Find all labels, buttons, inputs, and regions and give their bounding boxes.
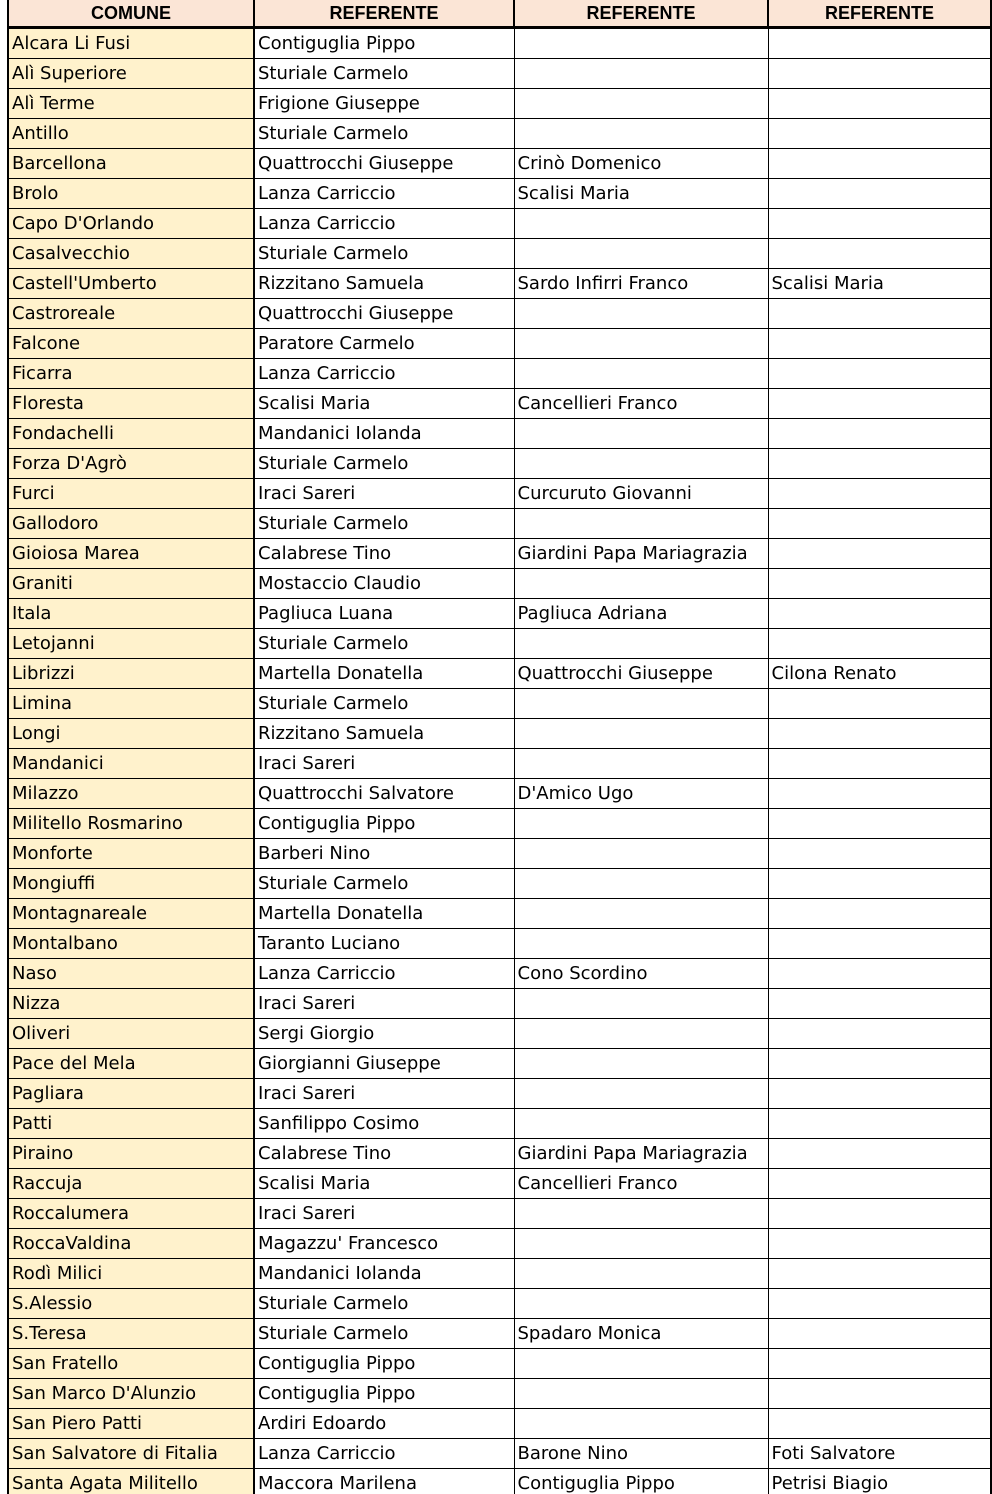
table-row bbox=[8, 689, 991, 719]
referente-1-cell[interactable]: Sturiale Carmelo bbox=[254, 629, 514, 659]
table-row bbox=[8, 179, 991, 209]
referente-3-cell[interactable]: Foti Salvatore bbox=[768, 1439, 991, 1469]
header-referente-3[interactable]: REFERENTE bbox=[768, 0, 991, 28]
referente-1-cell[interactable]: Giorgianni Giuseppe bbox=[254, 1049, 514, 1079]
table-header bbox=[8, 0, 991, 28]
referente-2-cell[interactable]: Pagliuca Adriana bbox=[514, 599, 768, 629]
table-row bbox=[8, 1049, 991, 1079]
comune-cell[interactable]: Letojanni bbox=[8, 629, 254, 659]
referente-2-cell[interactable] bbox=[514, 839, 768, 869]
table-row bbox=[8, 329, 991, 359]
comune-cell[interactable]: Milazzo bbox=[8, 779, 254, 809]
referente-2-cell[interactable] bbox=[514, 629, 768, 659]
comune-cell[interactable]: Itala bbox=[8, 599, 254, 629]
referente-2-cell[interactable] bbox=[514, 719, 768, 749]
referente-1-cell[interactable]: Frigione Giuseppe bbox=[254, 89, 514, 119]
comune-cell[interactable]: San Salvatore di Fitalia bbox=[8, 1439, 254, 1469]
comune-cell[interactable]: S.Alessio bbox=[8, 1289, 254, 1319]
referente-1-cell[interactable]: Sturiale Carmelo bbox=[254, 1319, 514, 1349]
referente-3-cell[interactable] bbox=[768, 239, 991, 269]
referente-2-cell[interactable] bbox=[514, 1259, 768, 1289]
referente-2-cell[interactable]: Sardo Infirri Franco bbox=[514, 269, 768, 299]
referente-1-cell[interactable]: Sturiale Carmelo bbox=[254, 449, 514, 479]
referente-3-cell[interactable] bbox=[768, 989, 991, 1019]
referente-1-cell[interactable]: Ardiri Edoardo bbox=[254, 1409, 514, 1439]
referente-3-cell[interactable] bbox=[768, 569, 991, 599]
referente-3-cell[interactable] bbox=[768, 59, 991, 89]
referente-1-cell[interactable]: Scalisi Maria bbox=[254, 1169, 514, 1199]
comune-cell[interactable]: Floresta bbox=[8, 389, 254, 419]
comune-cell[interactable]: Alì Superiore bbox=[8, 59, 254, 89]
header-comune[interactable]: COMUNE bbox=[8, 0, 254, 28]
comune-cell[interactable]: Pace del Mela bbox=[8, 1049, 254, 1079]
referente-3-cell[interactable] bbox=[768, 1379, 991, 1409]
referente-3-cell[interactable] bbox=[768, 479, 991, 509]
referente-3-cell[interactable] bbox=[768, 1109, 991, 1139]
referente-2-cell[interactable]: Spadaro Monica bbox=[514, 1319, 768, 1349]
referente-3-cell[interactable] bbox=[768, 449, 991, 479]
table-row bbox=[8, 989, 991, 1019]
referente-2-cell[interactable]: Giardini Papa Mariagrazia bbox=[514, 1139, 768, 1169]
table-row bbox=[8, 1259, 991, 1289]
referente-1-cell[interactable]: Martella Donatella bbox=[254, 659, 514, 689]
referente-3-cell[interactable] bbox=[768, 119, 991, 149]
referente-1-cell[interactable]: Calabrese Tino bbox=[254, 539, 514, 569]
referente-1-cell[interactable]: Lanza Carriccio bbox=[254, 179, 514, 209]
referente-2-cell[interactable] bbox=[514, 209, 768, 239]
referente-1-cell[interactable]: Rizzitano Samuela bbox=[254, 719, 514, 749]
referente-1-cell[interactable]: Mandanici Iolanda bbox=[254, 419, 514, 449]
referente-2-cell[interactable]: Crinò Domenico bbox=[514, 149, 768, 179]
table-row bbox=[8, 1229, 991, 1259]
table-row bbox=[8, 839, 991, 869]
referente-2-cell[interactable] bbox=[514, 1349, 768, 1379]
referente-1-cell[interactable]: Quattrocchi Giuseppe bbox=[254, 149, 514, 179]
referente-2-cell[interactable] bbox=[514, 929, 768, 959]
table-row bbox=[8, 59, 991, 89]
referente-1-cell[interactable]: Sturiale Carmelo bbox=[254, 869, 514, 899]
referente-2-cell[interactable]: Curcuruto Giovanni bbox=[514, 479, 768, 509]
referente-2-cell[interactable] bbox=[514, 119, 768, 149]
table-row bbox=[8, 899, 991, 929]
table-row bbox=[8, 659, 991, 689]
referente-1-cell[interactable]: Contiguglia Pippo bbox=[254, 1379, 514, 1409]
comune-cell[interactable]: Monforte bbox=[8, 839, 254, 869]
referente-2-cell[interactable] bbox=[514, 59, 768, 89]
table-row bbox=[8, 1199, 991, 1229]
comune-cell[interactable]: Librizzi bbox=[8, 659, 254, 689]
table-row bbox=[8, 929, 991, 959]
referente-2-cell[interactable] bbox=[514, 1289, 768, 1319]
comune-cell[interactable]: Castroreale bbox=[8, 299, 254, 329]
table-row bbox=[8, 1349, 991, 1379]
comune-cell[interactable]: Alcara Li Fusi bbox=[8, 28, 254, 59]
comune-cell[interactable]: Mongiuffi bbox=[8, 869, 254, 899]
referente-3-cell[interactable] bbox=[768, 959, 991, 989]
referente-2-cell[interactable] bbox=[514, 359, 768, 389]
referente-1-cell[interactable]: Iraci Sareri bbox=[254, 989, 514, 1019]
referente-3-cell[interactable] bbox=[768, 779, 991, 809]
referente-1-cell[interactable]: Lanza Carriccio bbox=[254, 359, 514, 389]
referente-1-cell[interactable]: Magazzu' Francesco bbox=[254, 1229, 514, 1259]
comune-cell[interactable]: Naso bbox=[8, 959, 254, 989]
table-row bbox=[8, 719, 991, 749]
referente-1-cell[interactable]: Martella Donatella bbox=[254, 899, 514, 929]
comune-cell[interactable]: Santa Agata Militello bbox=[8, 1469, 254, 1494]
referente-1-cell[interactable]: Sturiale Carmelo bbox=[254, 59, 514, 89]
referente-2-cell[interactable] bbox=[514, 989, 768, 1019]
referente-2-cell[interactable]: Barone Nino bbox=[514, 1439, 768, 1469]
referente-3-cell[interactable] bbox=[768, 839, 991, 869]
referente-1-cell[interactable]: Mandanici Iolanda bbox=[254, 1259, 514, 1289]
referente-3-cell[interactable] bbox=[768, 899, 991, 929]
referente-2-cell[interactable] bbox=[514, 1019, 768, 1049]
referente-1-cell[interactable]: Iraci Sareri bbox=[254, 479, 514, 509]
referente-2-cell[interactable] bbox=[514, 329, 768, 359]
table-row bbox=[8, 389, 991, 419]
comune-cell[interactable]: Falcone bbox=[8, 329, 254, 359]
referente-3-cell[interactable] bbox=[768, 389, 991, 419]
referente-3-cell[interactable] bbox=[768, 28, 991, 59]
comune-cell[interactable]: San Piero Patti bbox=[8, 1409, 254, 1439]
comune-cell[interactable]: Montalbano bbox=[8, 929, 254, 959]
referente-1-cell[interactable]: Contiguglia Pippo bbox=[254, 28, 514, 59]
referente-3-cell[interactable] bbox=[768, 599, 991, 629]
referente-3-cell[interactable] bbox=[768, 1349, 991, 1379]
referente-1-cell[interactable]: Scalisi Maria bbox=[254, 389, 514, 419]
table-row bbox=[8, 239, 991, 269]
table-row bbox=[8, 809, 991, 839]
referente-3-cell[interactable]: Scalisi Maria bbox=[768, 269, 991, 299]
referente-3-cell[interactable] bbox=[768, 689, 991, 719]
comune-cell[interactable]: Furci bbox=[8, 479, 254, 509]
table-row bbox=[8, 479, 991, 509]
comune-cell[interactable]: San Marco D'Alunzio bbox=[8, 1379, 254, 1409]
comune-cell[interactable]: Graniti bbox=[8, 569, 254, 599]
table-row bbox=[8, 299, 991, 329]
referente-3-cell[interactable] bbox=[768, 929, 991, 959]
referente-1-cell[interactable]: Iraci Sareri bbox=[254, 1079, 514, 1109]
table-row bbox=[8, 119, 991, 149]
referente-1-cell[interactable]: Contiguglia Pippo bbox=[254, 1349, 514, 1379]
table-row bbox=[8, 449, 991, 479]
comune-cell[interactable]: RoccaValdina bbox=[8, 1229, 254, 1259]
comune-cell[interactable]: Antillo bbox=[8, 119, 254, 149]
comune-cell[interactable]: Gioiosa Marea bbox=[8, 539, 254, 569]
referente-3-cell[interactable] bbox=[768, 149, 991, 179]
referente-2-cell[interactable] bbox=[514, 1109, 768, 1139]
referente-2-cell[interactable]: Contiguglia Pippo bbox=[514, 1469, 768, 1494]
referente-3-cell[interactable] bbox=[768, 629, 991, 659]
referente-3-cell[interactable] bbox=[768, 359, 991, 389]
referente-3-cell[interactable] bbox=[768, 179, 991, 209]
referente-3-cell[interactable] bbox=[768, 749, 991, 779]
referente-3-cell[interactable] bbox=[768, 1289, 991, 1319]
referente-3-cell[interactable] bbox=[768, 89, 991, 119]
comune-cell[interactable]: Patti bbox=[8, 1109, 254, 1139]
header-row bbox=[8, 0, 991, 28]
header-referente-2[interactable]: REFERENTE bbox=[514, 0, 768, 28]
referente-3-cell[interactable] bbox=[768, 1259, 991, 1289]
referente-1-cell[interactable]: Paratore Carmelo bbox=[254, 329, 514, 359]
comune-cell[interactable]: Capo D'Orlando bbox=[8, 209, 254, 239]
referente-3-cell[interactable]: Cilona Renato bbox=[768, 659, 991, 689]
referente-2-cell[interactable] bbox=[514, 419, 768, 449]
referente-3-cell[interactable] bbox=[768, 1019, 991, 1049]
referente-1-cell[interactable]: Lanza Carriccio bbox=[254, 1439, 514, 1469]
referente-1-cell[interactable]: Sturiale Carmelo bbox=[254, 689, 514, 719]
table-row bbox=[8, 1469, 991, 1494]
comune-cell[interactable]: Brolo bbox=[8, 179, 254, 209]
comune-cell[interactable]: Barcellona bbox=[8, 149, 254, 179]
referente-3-cell[interactable] bbox=[768, 1079, 991, 1109]
table-row bbox=[8, 209, 991, 239]
table-row bbox=[8, 1139, 991, 1169]
referente-2-cell[interactable] bbox=[514, 899, 768, 929]
table-row bbox=[8, 269, 991, 299]
comune-cell[interactable]: Oliveri bbox=[8, 1019, 254, 1049]
referente-1-cell[interactable]: Barberi Nino bbox=[254, 839, 514, 869]
comune-cell[interactable]: Gallodoro bbox=[8, 509, 254, 539]
table-row bbox=[8, 1379, 991, 1409]
referente-2-cell[interactable] bbox=[514, 89, 768, 119]
comune-cell[interactable]: Pagliara bbox=[8, 1079, 254, 1109]
comune-cell[interactable]: Longi bbox=[8, 719, 254, 749]
table-row bbox=[8, 419, 991, 449]
referente-3-cell[interactable] bbox=[768, 719, 991, 749]
referente-3-cell[interactable]: Petrisi Biagio bbox=[768, 1469, 991, 1494]
referente-2-cell[interactable] bbox=[514, 1379, 768, 1409]
referente-3-cell[interactable] bbox=[768, 329, 991, 359]
referente-1-cell[interactable]: Pagliuca Luana bbox=[254, 599, 514, 629]
referente-2-cell[interactable] bbox=[514, 689, 768, 719]
referente-3-cell[interactable] bbox=[768, 419, 991, 449]
referente-2-cell[interactable] bbox=[514, 1229, 768, 1259]
referente-3-cell[interactable] bbox=[768, 1229, 991, 1259]
referente-1-cell[interactable]: Contiguglia Pippo bbox=[254, 809, 514, 839]
comune-cell[interactable]: Mandanici bbox=[8, 749, 254, 779]
comune-cell[interactable]: San Fratello bbox=[8, 1349, 254, 1379]
referente-2-cell[interactable]: Scalisi Maria bbox=[514, 179, 768, 209]
table-row bbox=[8, 509, 991, 539]
table-row bbox=[8, 1289, 991, 1319]
referente-2-cell[interactable] bbox=[514, 749, 768, 779]
referente-2-cell[interactable] bbox=[514, 809, 768, 839]
referente-2-cell[interactable] bbox=[514, 299, 768, 329]
referente-1-cell[interactable]: Sanfilippo Cosimo bbox=[254, 1109, 514, 1139]
referente-2-cell[interactable] bbox=[514, 239, 768, 269]
referente-1-cell[interactable]: Iraci Sareri bbox=[254, 1199, 514, 1229]
table-row bbox=[8, 779, 991, 809]
referente-2-cell[interactable]: Cancellieri Franco bbox=[514, 389, 768, 419]
table-row bbox=[8, 629, 991, 659]
referente-2-cell[interactable]: Giardini Papa Mariagrazia bbox=[514, 539, 768, 569]
referente-3-cell[interactable] bbox=[768, 1199, 991, 1229]
table-row bbox=[8, 1319, 991, 1349]
referente-3-cell[interactable] bbox=[768, 809, 991, 839]
table-row bbox=[8, 599, 991, 629]
table-row bbox=[8, 359, 991, 389]
referente-3-cell[interactable] bbox=[768, 1049, 991, 1079]
referente-1-cell[interactable]: Quattrocchi Giuseppe bbox=[254, 299, 514, 329]
referente-1-cell[interactable]: Calabrese Tino bbox=[254, 1139, 514, 1169]
referente-2-cell[interactable]: Cancellieri Franco bbox=[514, 1169, 768, 1199]
referente-3-cell[interactable] bbox=[768, 1319, 991, 1349]
referente-2-cell[interactable] bbox=[514, 1079, 768, 1109]
referente-2-cell[interactable] bbox=[514, 28, 768, 59]
table-row bbox=[8, 959, 991, 989]
referente-1-cell[interactable]: Sturiale Carmelo bbox=[254, 119, 514, 149]
table-row bbox=[8, 28, 991, 59]
table-row bbox=[8, 149, 991, 179]
referente-2-cell[interactable] bbox=[514, 1409, 768, 1439]
comune-cell[interactable]: Militello Rosmarino bbox=[8, 809, 254, 839]
referente-2-cell[interactable]: D'Amico Ugo bbox=[514, 779, 768, 809]
header-referente-1[interactable]: REFERENTE bbox=[254, 0, 514, 28]
referente-3-cell[interactable] bbox=[768, 539, 991, 569]
comune-cell[interactable]: Castell'Umberto bbox=[8, 269, 254, 299]
referente-1-cell[interactable]: Lanza Carriccio bbox=[254, 959, 514, 989]
referente-1-cell[interactable]: Rizzitano Samuela bbox=[254, 269, 514, 299]
referenti-table bbox=[7, 0, 992, 1494]
comune-cell[interactable]: Nizza bbox=[8, 989, 254, 1019]
referente-3-cell[interactable] bbox=[768, 209, 991, 239]
comune-cell[interactable]: S.Teresa bbox=[8, 1319, 254, 1349]
table-row bbox=[8, 1019, 991, 1049]
comune-cell[interactable]: Ficarra bbox=[8, 359, 254, 389]
referente-1-cell[interactable]: Iraci Sareri bbox=[254, 749, 514, 779]
referente-3-cell[interactable] bbox=[768, 1409, 991, 1439]
referente-3-cell[interactable] bbox=[768, 869, 991, 899]
referente-2-cell[interactable] bbox=[514, 569, 768, 599]
comune-cell[interactable]: Piraino bbox=[8, 1139, 254, 1169]
comune-cell[interactable]: Limina bbox=[8, 689, 254, 719]
referente-1-cell[interactable]: Quattrocchi Salvatore bbox=[254, 779, 514, 809]
comune-cell[interactable]: Forza D'Agrò bbox=[8, 449, 254, 479]
referente-2-cell[interactable] bbox=[514, 869, 768, 899]
referente-1-cell[interactable]: Taranto Luciano bbox=[254, 929, 514, 959]
referente-3-cell[interactable] bbox=[768, 299, 991, 329]
referente-3-cell[interactable] bbox=[768, 1169, 991, 1199]
referente-2-cell[interactable] bbox=[514, 1049, 768, 1079]
table-row bbox=[8, 1169, 991, 1199]
table-row bbox=[8, 1109, 991, 1139]
table-row bbox=[8, 539, 991, 569]
table-row bbox=[8, 869, 991, 899]
referente-1-cell[interactable]: Sturiale Carmelo bbox=[254, 1289, 514, 1319]
referente-3-cell[interactable] bbox=[768, 509, 991, 539]
comune-cell[interactable]: Fondachelli bbox=[8, 419, 254, 449]
referente-1-cell[interactable]: Mostaccio Claudio bbox=[254, 569, 514, 599]
table-body bbox=[8, 28, 991, 1494]
referente-1-cell[interactable]: Sturiale Carmelo bbox=[254, 509, 514, 539]
table-row bbox=[8, 569, 991, 599]
comune-cell[interactable]: Roccalumera bbox=[8, 1199, 254, 1229]
referente-1-cell[interactable]: Lanza Carriccio bbox=[254, 209, 514, 239]
referente-2-cell[interactable] bbox=[514, 1199, 768, 1229]
comune-cell[interactable]: Rodì Milici bbox=[8, 1259, 254, 1289]
referente-2-cell[interactable]: Quattrocchi Giuseppe bbox=[514, 659, 768, 689]
table-row bbox=[8, 89, 991, 119]
comune-cell[interactable]: Alì Terme bbox=[8, 89, 254, 119]
referente-1-cell[interactable]: Maccora Marilena bbox=[254, 1469, 514, 1494]
table-row bbox=[8, 1409, 991, 1439]
table-row bbox=[8, 1079, 991, 1109]
table-row bbox=[8, 749, 991, 779]
comune-cell[interactable]: Montagnareale bbox=[8, 899, 254, 929]
referente-2-cell[interactable] bbox=[514, 449, 768, 479]
referente-1-cell[interactable]: Sturiale Carmelo bbox=[254, 239, 514, 269]
comune-cell[interactable]: Raccuja bbox=[8, 1169, 254, 1199]
table-row bbox=[8, 1439, 991, 1469]
referente-3-cell[interactable] bbox=[768, 1139, 991, 1169]
referente-2-cell[interactable]: Cono Scordino bbox=[514, 959, 768, 989]
referente-2-cell[interactable] bbox=[514, 509, 768, 539]
referente-1-cell[interactable]: Sergi Giorgio bbox=[254, 1019, 514, 1049]
comune-cell[interactable]: Casalvecchio bbox=[8, 239, 254, 269]
